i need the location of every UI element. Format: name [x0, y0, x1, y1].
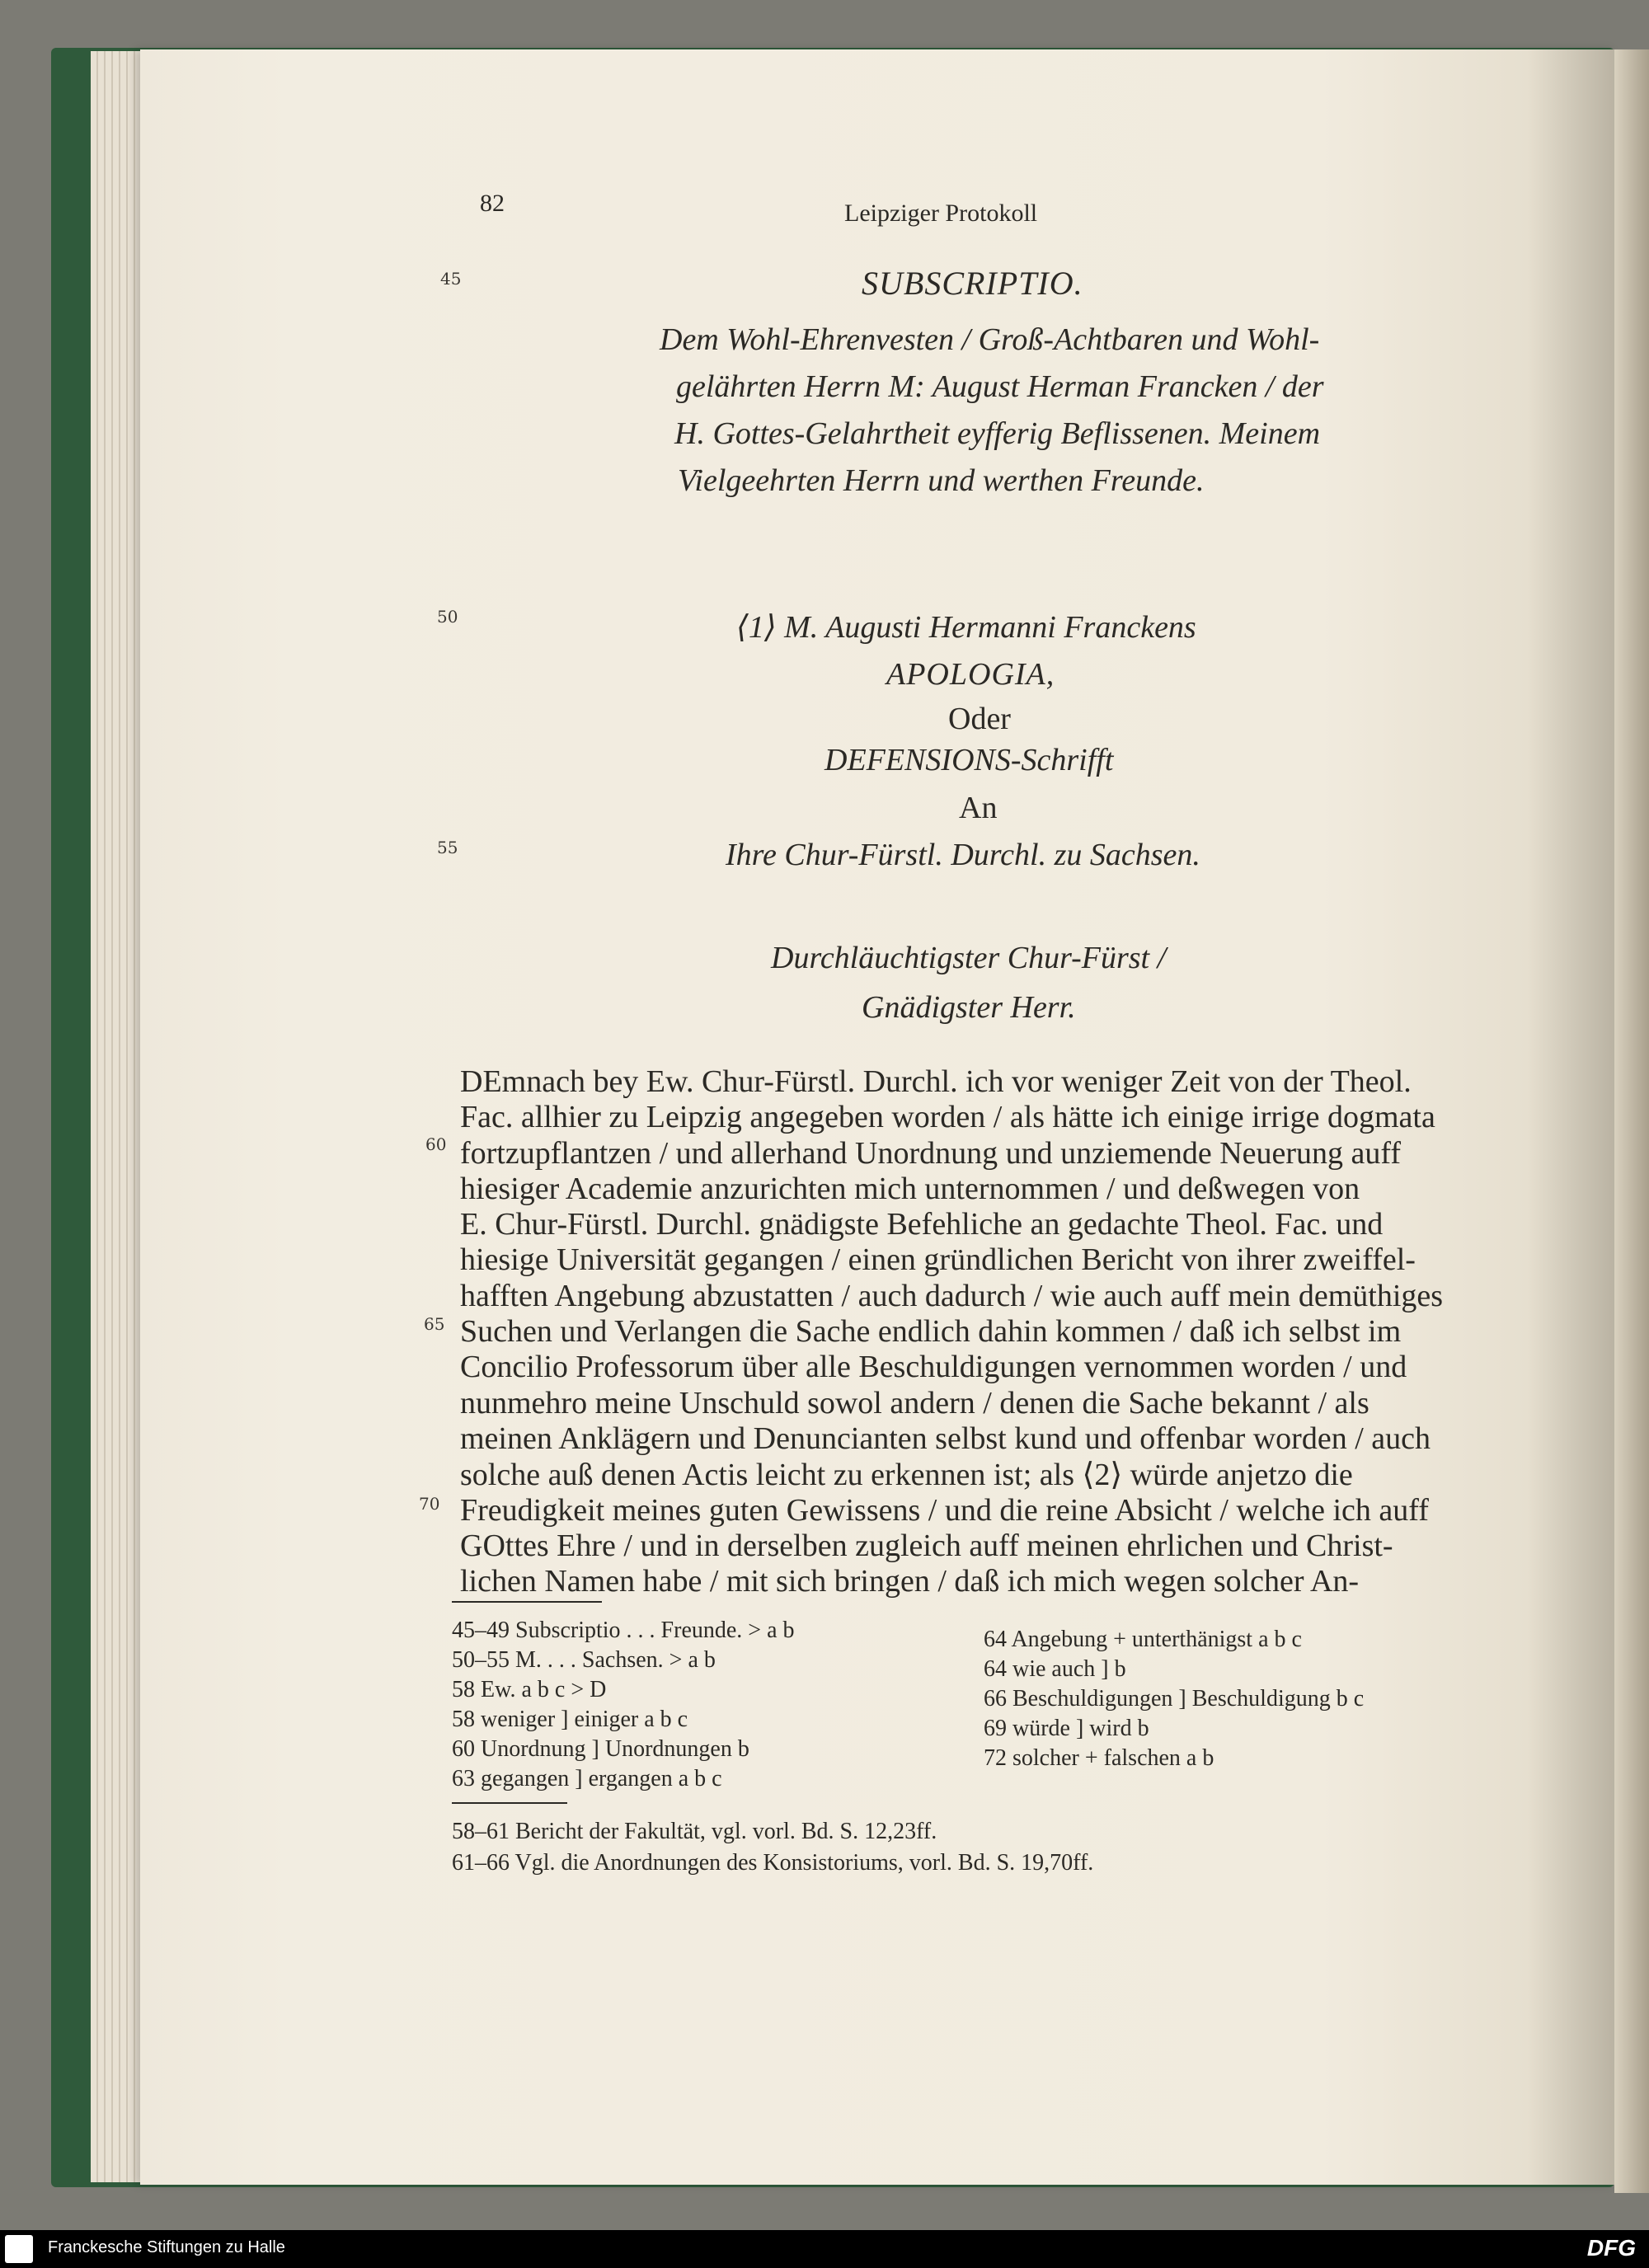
footnote: 61–66 Vgl. die Anordnungen des Konsistoriums, vorl. Bd. S. 19,70ff.	[452, 1850, 1094, 1876]
defensions-title: DEFENSIONS-Schrifft	[824, 743, 1114, 777]
apparatus-entry: 58 weniger ] einiger a b c	[452, 1707, 688, 1732]
institution-logo-icon	[5, 2235, 33, 2263]
body-line: lichen Namen habe / mit sich bringen / daß ich mich wegen solcher An-	[460, 1564, 1360, 1599]
apparatus-entry: 63 gegangen ] ergangen a b c	[452, 1766, 722, 1791]
apparatus-entry: 64 wie auch ] b	[984, 1656, 1126, 1682]
body-line: E. Chur-Fürstl. Durchl. gnädigste Befehliche an gedachte Theol. Fac. und	[460, 1207, 1384, 1242]
apparatus-rule	[452, 1601, 602, 1603]
body-line: hiesiger Academie anzurichten mich unternommen / und deßwegen von	[460, 1172, 1360, 1206]
line-number: 70	[419, 1494, 440, 1514]
line-number: 55	[437, 838, 458, 857]
address-line: Dem Wohl-Ehrenvesten / Groß-Achtbaren und Wohl-	[660, 322, 1320, 357]
apparatus-entry: 66 Beschuldigungen ] Beschuldigung b c	[984, 1686, 1365, 1712]
dfg-logo: DFG	[1586, 2235, 1636, 2261]
line-number: 60	[425, 1134, 447, 1154]
apparatus-entry: 69 würde ] wird b	[984, 1716, 1149, 1741]
apparatus-entry: 72 solcher + falschen a b	[984, 1745, 1214, 1771]
address-line: H. Gottes-Gelahrtheit eyfferig Beflissenen. Meinem	[674, 416, 1321, 451]
apparatus-entry: 45–49 Subscriptio . . . Freunde. > a b	[452, 1618, 795, 1643]
line-number: 65	[424, 1314, 445, 1334]
body-line: Concilio Professorum über alle Beschuldigungen vernommen worden / und	[460, 1350, 1407, 1384]
an-line: An	[959, 791, 998, 825]
body-line: hafften Angebung abzustatten / auch dadurch / wie auch auff mein demüthiges	[460, 1279, 1444, 1313]
body-line: nunmehro meine Unschuld sowol andern / denen die Sache bekannt / als	[460, 1386, 1369, 1420]
salutation-line: Gnädigster Herr.	[862, 990, 1076, 1025]
apparatus-entry: 58 Ew. a b c > D	[452, 1677, 607, 1702]
running-head: Leipziger Protokoll	[844, 200, 1038, 227]
apparatus-entry: 60 Unordnung ] Unordnungen b	[452, 1736, 749, 1762]
body-line: meinen Anklägern und Denuncianten selbst kund und offenbar worden / auch	[460, 1421, 1431, 1456]
body-line: hiesige Universität gegangen / einen gründlichen Bericht von ihrer zweiffel-	[460, 1242, 1416, 1277]
address-line: Vielgeehrten Herrn und werthen Freunde.	[678, 463, 1205, 498]
footnote: 58–61 Bericht der Fakultät, vgl. vorl. Bd. S. 12,23ff.	[452, 1819, 937, 1844]
title-line: ⟨1⟩ M. Augusti Hermanni Franckens	[736, 610, 1196, 645]
body-line: Freudigkeit meines guten Gewissens / und die reine Absicht / welche ich auff	[460, 1493, 1429, 1528]
subscriptio-heading: SUBSCRIPTIO.	[862, 265, 1083, 302]
oder-line: Oder	[948, 702, 1011, 736]
body-line: fortzupflantzen / und allerhand Unordnung und unziemende Neuerung auff	[460, 1136, 1402, 1171]
line-number: 50	[437, 607, 458, 627]
body-line: solche auß denen Actis leicht zu erkennen ist; als ⟨2⟩ würde anjetzo die	[460, 1458, 1353, 1492]
body-line: Suchen und Verlangen die Sache endlich dahin kommen / daß ich selbst im	[460, 1314, 1402, 1349]
salutation-line: Durchläuchtigster Chur-Fürst /	[771, 941, 1167, 975]
body-line: GOttes Ehre / und in derselben zugleich auff meinen ehrlichen und Christ-	[460, 1528, 1393, 1563]
body-line: Fac. allhier zu Leipzig angegeben worden / als hätte ich einige irrige dogmata	[460, 1100, 1435, 1134]
footnote-rule	[452, 1802, 567, 1804]
institution-name: Franckesche Stiftungen zu Halle	[48, 2238, 285, 2256]
line-number: 45	[440, 269, 462, 289]
facing-page-edge	[1614, 49, 1649, 2193]
apologia-title: APOLOGIA,	[886, 657, 1055, 692]
address-line: gelährten Herrn M: August Herman Francken / der	[676, 369, 1324, 404]
apparatus-entry: 50–55 M. . . . Sachsen. > a b	[452, 1647, 716, 1673]
body-line: DEmnach bey Ew. Chur-Fürstl. Durchl. ich vor weniger Zeit von der Theol.	[460, 1064, 1412, 1099]
viewer-footer-bar	[0, 2230, 1649, 2268]
page-number: 82	[480, 190, 505, 217]
recipient-line: Ihre Chur-Fürstl. Durchl. zu Sachsen.	[726, 838, 1200, 872]
apparatus-entry: 64 Angebung + unterthänigst a b c	[984, 1627, 1302, 1652]
